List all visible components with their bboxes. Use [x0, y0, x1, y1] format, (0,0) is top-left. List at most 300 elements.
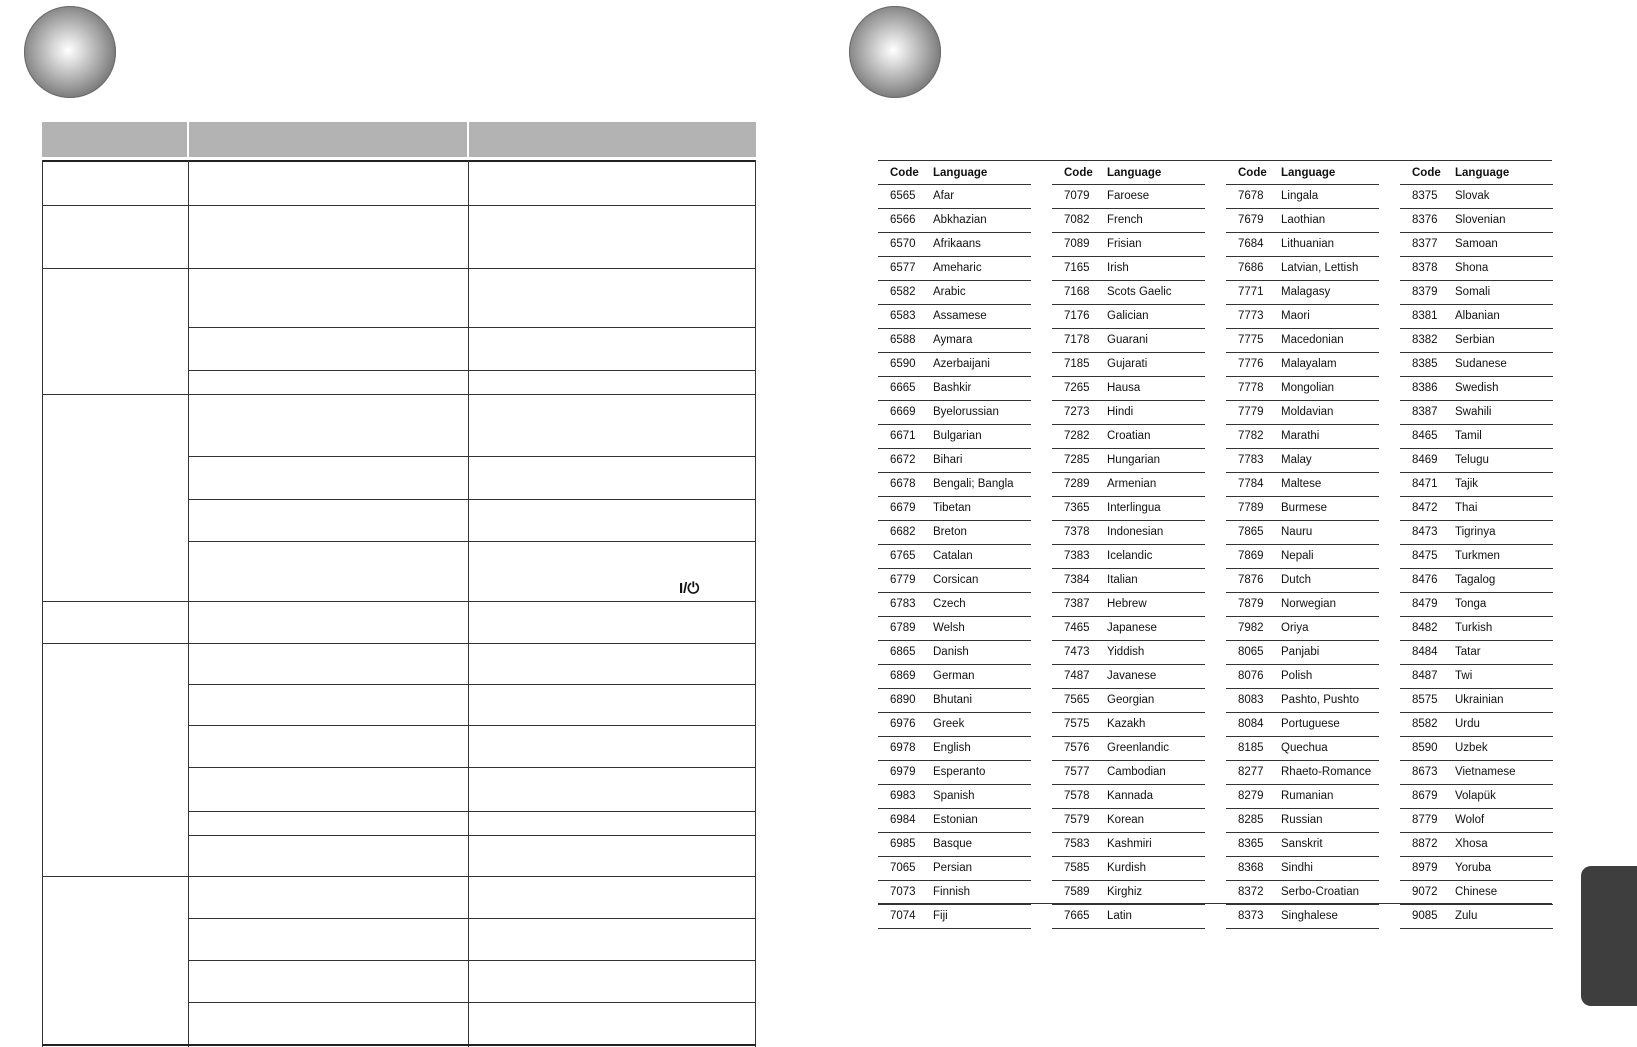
- language-row: [1400, 209, 1553, 233]
- language-name: Nauru: [1281, 526, 1313, 538]
- language-name: Slovak: [1455, 190, 1490, 202]
- language-code: 8487: [1412, 670, 1438, 682]
- language-name: Azerbaijani: [933, 358, 990, 370]
- language-code: 7082: [1064, 214, 1090, 226]
- language-name: Nepali: [1281, 550, 1314, 562]
- language-name: French: [1107, 214, 1143, 226]
- language-row: [1400, 425, 1553, 449]
- language-name: Sanskrit: [1281, 838, 1323, 850]
- language-row: [1400, 401, 1553, 425]
- language-name: Xhosa: [1455, 838, 1488, 850]
- language-header: Language: [1455, 167, 1510, 179]
- language-code: 6985: [890, 838, 916, 850]
- language-code: 8476: [1412, 574, 1438, 586]
- language-code: 7565: [1064, 694, 1090, 706]
- language-row: [1226, 593, 1379, 617]
- language-row: [1400, 449, 1553, 473]
- language-name: Moldavian: [1281, 406, 1334, 418]
- language-code: 7273: [1064, 406, 1090, 418]
- language-table-top-rule: [878, 160, 1552, 161]
- language-code: 7784: [1238, 478, 1264, 490]
- language-code: 7079: [1064, 190, 1090, 202]
- language-name: Maltese: [1281, 478, 1322, 490]
- language-code: 7265: [1064, 382, 1090, 394]
- language-row: [1226, 233, 1379, 257]
- language-row: [1400, 761, 1553, 785]
- language-code: 7465: [1064, 622, 1090, 634]
- language-row: [878, 545, 1031, 569]
- language-name: Tatar: [1455, 646, 1481, 658]
- language-row: [1052, 281, 1205, 305]
- language-code: 7365: [1064, 502, 1090, 514]
- language-name: Oriya: [1281, 622, 1309, 634]
- language-code: 8872: [1412, 838, 1438, 850]
- language-code: 8979: [1412, 862, 1438, 874]
- language-name: Welsh: [933, 622, 965, 634]
- language-code: 6679: [890, 502, 916, 514]
- language-name: Twi: [1455, 670, 1473, 682]
- language-name: Byelorussian: [933, 406, 999, 418]
- language-row: [878, 185, 1031, 209]
- language-name: Guarani: [1107, 334, 1148, 346]
- language-row: [878, 233, 1031, 257]
- language-code: 7576: [1064, 742, 1090, 754]
- table-left-border: [42, 160, 43, 1047]
- sub-row-separator: [188, 541, 756, 542]
- chapter-tab: [1581, 866, 1637, 1006]
- language-name: Sudanese: [1455, 358, 1507, 370]
- sub-row-separator: [188, 1002, 756, 1003]
- table-top-border: [42, 160, 756, 162]
- language-row: [878, 449, 1031, 473]
- language-column-header: [1400, 162, 1553, 185]
- code-header: Code: [1064, 167, 1093, 179]
- table-header-cell-3: [469, 122, 756, 157]
- language-name: Dutch: [1281, 574, 1312, 586]
- language-row: [1226, 377, 1379, 401]
- table-bottom-border: [42, 1044, 756, 1046]
- language-row: [878, 737, 1031, 761]
- language-code: 9085: [1412, 910, 1438, 922]
- language-code: 6583: [890, 310, 916, 322]
- language-name: Faroese: [1107, 190, 1150, 202]
- language-name: Wolof: [1455, 814, 1485, 826]
- language-code: 6678: [890, 478, 916, 490]
- language-code: 8373: [1238, 910, 1264, 922]
- language-name: Swedish: [1455, 382, 1499, 394]
- language-row: [1052, 833, 1205, 857]
- language-row: [1400, 497, 1553, 521]
- language-name: Latin: [1107, 910, 1132, 922]
- language-row: [878, 713, 1031, 737]
- language-row: [1400, 281, 1553, 305]
- language-code: 7865: [1238, 526, 1264, 538]
- language-row: [1226, 401, 1379, 425]
- language-code: 7575: [1064, 718, 1090, 730]
- language-row: [1052, 593, 1205, 617]
- language-name: Lingala: [1281, 190, 1319, 202]
- language-name: Arabic: [933, 286, 966, 298]
- language-row: [878, 473, 1031, 497]
- language-row: [1052, 785, 1205, 809]
- language-column: [1052, 162, 1205, 929]
- language-code: 8376: [1412, 214, 1438, 226]
- language-row: [1052, 641, 1205, 665]
- row-separator: [42, 601, 756, 602]
- language-code: 7073: [890, 886, 916, 898]
- language-row: [1226, 497, 1379, 521]
- language-header: Language: [1107, 167, 1162, 179]
- language-code: 6566: [890, 214, 916, 226]
- language-code: 6983: [890, 790, 916, 802]
- language-code: 7771: [1238, 286, 1264, 298]
- language-row: [1400, 665, 1553, 689]
- language-name: Icelandic: [1107, 550, 1153, 562]
- language-name: Korean: [1107, 814, 1145, 826]
- language-code: 8475: [1412, 550, 1438, 562]
- language-name: Ameharic: [933, 262, 982, 274]
- language-name: Singhalese: [1281, 910, 1338, 922]
- language-name: Yiddish: [1107, 646, 1145, 658]
- language-name: Breton: [933, 526, 967, 538]
- row-separator: [42, 205, 756, 206]
- language-column: [1400, 162, 1553, 929]
- language-code: 8472: [1412, 502, 1438, 514]
- code-header: Code: [1238, 167, 1267, 179]
- language-row: [1400, 833, 1553, 857]
- language-code: 7387: [1064, 598, 1090, 610]
- language-name: Spanish: [933, 790, 975, 802]
- language-code: 7578: [1064, 790, 1090, 802]
- language-code: 6765: [890, 550, 916, 562]
- language-row: [878, 641, 1031, 665]
- language-code: 7773: [1238, 310, 1264, 322]
- language-row: [1052, 353, 1205, 377]
- language-code: 7879: [1238, 598, 1264, 610]
- language-code: 7789: [1238, 502, 1264, 514]
- language-row: [1052, 521, 1205, 545]
- language-row: [878, 209, 1031, 233]
- language-row: [1226, 545, 1379, 569]
- language-code: 7678: [1238, 190, 1264, 202]
- language-row: [1226, 305, 1379, 329]
- language-name: Kazakh: [1107, 718, 1146, 730]
- sub-row-separator: [188, 811, 756, 812]
- language-code: 7383: [1064, 550, 1090, 562]
- language-code: 7285: [1064, 454, 1090, 466]
- language-column: [878, 162, 1031, 929]
- language-row: [1052, 905, 1205, 929]
- sub-row-separator: [188, 767, 756, 768]
- language-name: Kannada: [1107, 790, 1154, 802]
- sub-row-separator: [188, 499, 756, 500]
- language-header: Language: [1281, 167, 1336, 179]
- language-row: [1052, 809, 1205, 833]
- language-row: [1226, 689, 1379, 713]
- language-row: [1400, 473, 1553, 497]
- language-name: Russian: [1281, 814, 1323, 826]
- language-code: 8377: [1412, 238, 1438, 250]
- language-row: [1052, 881, 1205, 905]
- language-name: Catalan: [933, 550, 973, 562]
- language-name: Panjabi: [1281, 646, 1320, 658]
- language-code: 8465: [1412, 430, 1438, 442]
- language-row: [1052, 737, 1205, 761]
- sub-row-separator: [188, 960, 756, 961]
- language-row: [1052, 377, 1205, 401]
- table-header-cell-1: [42, 122, 187, 157]
- language-row: [878, 881, 1031, 905]
- language-row: [1226, 665, 1379, 689]
- language-name: Polish: [1281, 670, 1313, 682]
- language-row: [1052, 761, 1205, 785]
- language-code: 6588: [890, 334, 916, 346]
- language-code: 6682: [890, 526, 916, 538]
- language-row: [1226, 281, 1379, 305]
- language-name: Danish: [933, 646, 969, 658]
- language-code: 7178: [1064, 334, 1090, 346]
- language-code: 6865: [890, 646, 916, 658]
- language-row: [878, 425, 1031, 449]
- language-code: 7778: [1238, 382, 1264, 394]
- language-name: Bashkir: [933, 382, 972, 394]
- language-name: Galician: [1107, 310, 1149, 322]
- language-header: Language: [933, 167, 988, 179]
- language-name: Serbo-Croatian: [1281, 886, 1359, 898]
- language-name: Greek: [933, 718, 965, 730]
- language-row: [878, 905, 1031, 929]
- language-code: 6978: [890, 742, 916, 754]
- language-row: [878, 665, 1031, 689]
- language-name: Scots Gaelic: [1107, 286, 1172, 298]
- language-code: 7776: [1238, 358, 1264, 370]
- language-column-header: [878, 162, 1031, 185]
- language-name: Aymara: [933, 334, 973, 346]
- language-code: 7869: [1238, 550, 1264, 562]
- language-code: 6582: [890, 286, 916, 298]
- language-row: [1052, 257, 1205, 281]
- language-row: [1400, 593, 1553, 617]
- language-name: Tibetan: [933, 502, 971, 514]
- language-name: Estonian: [933, 814, 978, 826]
- language-code: 8065: [1238, 646, 1264, 658]
- language-name: Czech: [933, 598, 966, 610]
- language-code: 6984: [890, 814, 916, 826]
- language-code: 8285: [1238, 814, 1264, 826]
- language-name: Hausa: [1107, 382, 1141, 394]
- language-row: [1226, 737, 1379, 761]
- language-name: Albanian: [1455, 310, 1500, 322]
- language-row: [878, 761, 1031, 785]
- language-row: [878, 521, 1031, 545]
- language-table-bottom-rule: [878, 903, 1552, 904]
- language-name: Frisian: [1107, 238, 1142, 250]
- language-row: [1052, 425, 1205, 449]
- language-code: 6665: [890, 382, 916, 394]
- table-divider-1: [188, 160, 189, 1047]
- language-name: Ukrainian: [1455, 694, 1504, 706]
- table-right-border: [755, 160, 756, 1047]
- language-row: [1400, 737, 1553, 761]
- language-code: 6976: [890, 718, 916, 730]
- language-row: [878, 329, 1031, 353]
- language-name: Burmese: [1281, 502, 1328, 514]
- language-code: 8375: [1412, 190, 1438, 202]
- language-row: [1226, 185, 1379, 209]
- language-name: Turkish: [1455, 622, 1493, 634]
- language-name: Hungarian: [1107, 454, 1161, 466]
- language-code: 6577: [890, 262, 916, 274]
- language-name: Cambodian: [1107, 766, 1166, 778]
- language-name: Bihari: [933, 454, 963, 466]
- language-code: 6672: [890, 454, 916, 466]
- language-name: Zulu: [1455, 910, 1478, 922]
- language-code: 7185: [1064, 358, 1090, 370]
- language-row: [1226, 761, 1379, 785]
- language-name: Marathi: [1281, 430, 1320, 442]
- language-row: [1226, 905, 1379, 929]
- language-row: [1226, 857, 1379, 881]
- language-name: Esperanto: [933, 766, 986, 778]
- language-code: 7982: [1238, 622, 1264, 634]
- language-row: [1052, 209, 1205, 233]
- language-row: [1226, 353, 1379, 377]
- language-name: Kashmiri: [1107, 838, 1152, 850]
- language-row: [1400, 521, 1553, 545]
- language-code: 7089: [1064, 238, 1090, 250]
- language-name: Malagasy: [1281, 286, 1331, 298]
- language-code: 8185: [1238, 742, 1264, 754]
- language-name: Shona: [1455, 262, 1489, 274]
- language-name: Bhutani: [933, 694, 973, 706]
- language-code: 6869: [890, 670, 916, 682]
- language-code: 7782: [1238, 430, 1264, 442]
- language-name: Fiji: [933, 910, 948, 922]
- language-code: 8382: [1412, 334, 1438, 346]
- language-row: [1052, 449, 1205, 473]
- language-code: 9072: [1412, 886, 1438, 898]
- language-row: [878, 401, 1031, 425]
- language-row: [1226, 641, 1379, 665]
- language-row: [1400, 257, 1553, 281]
- language-name: Malayalam: [1281, 358, 1337, 370]
- language-row: [1052, 569, 1205, 593]
- language-name: Tonga: [1455, 598, 1487, 610]
- language-row: [1400, 641, 1553, 665]
- language-name: Corsican: [933, 574, 979, 586]
- language-name: Georgian: [1107, 694, 1155, 706]
- section-sphere-decoration-right: [849, 6, 941, 98]
- language-name: Abkhazian: [933, 214, 987, 226]
- language-code: 6565: [890, 190, 916, 202]
- language-code: 6590: [890, 358, 916, 370]
- language-name: Maori: [1281, 310, 1310, 322]
- language-name: Armenian: [1107, 478, 1157, 490]
- power-standby-icon: I/⏻: [679, 580, 700, 597]
- language-row: [1400, 905, 1553, 929]
- language-name: Afrikaans: [933, 238, 981, 250]
- language-row: [878, 305, 1031, 329]
- sub-row-separator: [188, 684, 756, 685]
- sub-row-separator: [188, 327, 756, 328]
- language-row: [1052, 329, 1205, 353]
- language-code: 8469: [1412, 454, 1438, 466]
- language-code: 8479: [1412, 598, 1438, 610]
- language-code: 7679: [1238, 214, 1264, 226]
- language-code: 7686: [1238, 262, 1264, 274]
- language-name: Bengali; Bangla: [933, 478, 1014, 490]
- language-row: [1400, 353, 1553, 377]
- language-name: Rumanian: [1281, 790, 1334, 802]
- language-row: [1226, 809, 1379, 833]
- language-code: 6890: [890, 694, 916, 706]
- language-row: [1052, 233, 1205, 257]
- language-code: 7585: [1064, 862, 1090, 874]
- language-name: Pashto, Pushto: [1281, 694, 1359, 706]
- language-row: [878, 569, 1031, 593]
- sub-row-separator: [188, 835, 756, 836]
- language-name: Bulgarian: [933, 430, 982, 442]
- row-separator: [42, 643, 756, 644]
- language-code: 8372: [1238, 886, 1264, 898]
- language-code: 8679: [1412, 790, 1438, 802]
- language-code: 8471: [1412, 478, 1438, 490]
- language-column: [1226, 162, 1379, 929]
- language-code: 7783: [1238, 454, 1264, 466]
- language-row: [1400, 329, 1553, 353]
- language-code: 7065: [890, 862, 916, 874]
- language-row: [1052, 473, 1205, 497]
- language-name: English: [933, 742, 971, 754]
- language-code: 7168: [1064, 286, 1090, 298]
- language-row: [1400, 305, 1553, 329]
- language-row: [878, 809, 1031, 833]
- language-row: [1226, 425, 1379, 449]
- language-row: [1226, 209, 1379, 233]
- language-row: [1226, 881, 1379, 905]
- language-row: [1226, 785, 1379, 809]
- language-row: [878, 377, 1031, 401]
- language-name: Assamese: [933, 310, 987, 322]
- language-name: Rhaeto-Romance: [1281, 766, 1372, 778]
- language-code: 8083: [1238, 694, 1264, 706]
- language-code: 7378: [1064, 526, 1090, 538]
- language-code: 6789: [890, 622, 916, 634]
- language-row: [1052, 401, 1205, 425]
- language-code: 8076: [1238, 670, 1264, 682]
- language-row: [1400, 689, 1553, 713]
- language-code: 8084: [1238, 718, 1264, 730]
- language-code: 8368: [1238, 862, 1264, 874]
- language-code: 8590: [1412, 742, 1438, 754]
- language-row: [1226, 329, 1379, 353]
- row-separator: [42, 876, 756, 877]
- language-name: Yoruba: [1455, 862, 1492, 874]
- language-name: Latvian, Lettish: [1281, 262, 1359, 274]
- language-row: [1400, 545, 1553, 569]
- language-name: Macedonian: [1281, 334, 1344, 346]
- language-name: Tajik: [1455, 478, 1479, 490]
- language-row: [1400, 569, 1553, 593]
- language-code: 8277: [1238, 766, 1264, 778]
- language-name: Tigrinya: [1455, 526, 1496, 538]
- language-code: 7176: [1064, 310, 1090, 322]
- language-code: 7665: [1064, 910, 1090, 922]
- language-code: 7487: [1064, 670, 1090, 682]
- language-code: 7775: [1238, 334, 1264, 346]
- sub-row-separator: [188, 370, 756, 371]
- language-code: 8575: [1412, 694, 1438, 706]
